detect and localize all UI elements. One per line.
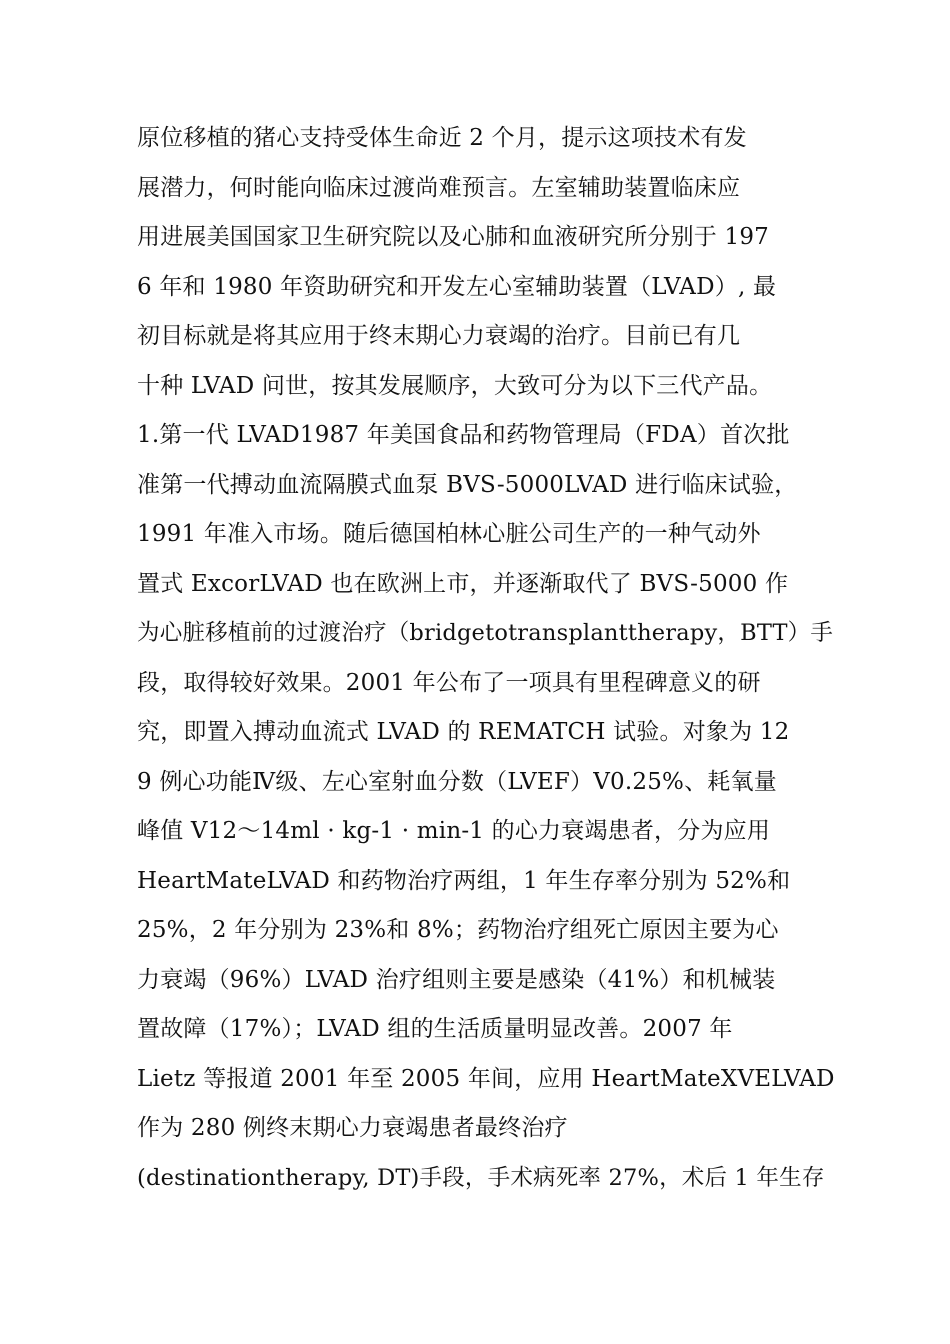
text-line: Lietz 等报道 2001 年至 2005 年间，应用 HeartMateXVELVAD xyxy=(137,1065,835,1092)
text-line: 25%，2 年分别为 23%和 8%；药物治疗组死亡原因主要为心 xyxy=(137,917,779,943)
text-line: 用进展美国国家卫生研究院以及心肺和血液研究所分别于 197 xyxy=(137,224,770,250)
text-line: 置式 ExcorLVAD 也在欧洲上市，并逐渐取代了 BVS-5000 作 xyxy=(137,570,789,597)
text-line: 峰值 V12〜14ml · kg-1 · min-1 的心力衰竭患者，分为应用 xyxy=(137,818,771,844)
text-line: HeartMateLVAD 和药物治疗两组，1 年生存率分别为 52%和 xyxy=(137,867,791,894)
body-text xyxy=(137,114,837,1203)
text-line: 十种 LVAD 问世，按其发展顺序，大致可分为以下三代产品。 xyxy=(137,372,773,399)
text-line: 初目标就是将其应用于终末期心力衰竭的治疗。目前已有几 xyxy=(137,323,741,349)
text-line: 准第一代搏动血流隔膜式血泵 BVS-5000LVAD 进行临床试验， xyxy=(137,471,798,498)
text-line: 段，取得较好效果。2001 年公布了一项具有里程碑意义的研 xyxy=(137,669,761,696)
text-line: 置故障（17%）；LVAD 组的生活质量明显改善。2007 年 xyxy=(137,1016,733,1042)
text-line: 6 年和 1980 年资助研究和开发左心室辅助装置（LVAD）, 最 xyxy=(137,273,777,300)
text-line: 作为 280 例终末期心力衰竭患者最终治疗 xyxy=(137,1115,568,1141)
text-line: 1.第一代 LVAD1987 年美国食品和药物管理局（FDA）首次批 xyxy=(137,422,790,448)
text-line: 力衰竭（96%）LVAD 治疗组则主要是感染（41%）和机械装 xyxy=(137,966,776,993)
text-line: 为心脏移植前的过渡治疗（bridgetotransplanttherapy，BTT）手 xyxy=(137,620,834,646)
text-line: 究，即置入搏动血流式 LVAD 的 REMATCH 试验。对象为 12 xyxy=(137,719,790,745)
text-line: (destinationtherapy, DT)手段，手术病死率 27%，术后 1 年生存 xyxy=(137,1164,825,1191)
text-line: 原位移植的猪心支持受体生命近 2 个月，提示这项技术有发 xyxy=(137,125,747,151)
text-line: 展潜力，何时能向临床过渡尚难预言。左室辅助装置临床应 xyxy=(137,174,741,201)
text-line: 9 例心功能Ⅳ级、左心室射血分数（LVEF）V0.25%、耗氧量 xyxy=(137,768,777,795)
text-line: 1991 年准入市场。随后德国柏林心脏公司生产的一种气动外 xyxy=(137,521,761,547)
